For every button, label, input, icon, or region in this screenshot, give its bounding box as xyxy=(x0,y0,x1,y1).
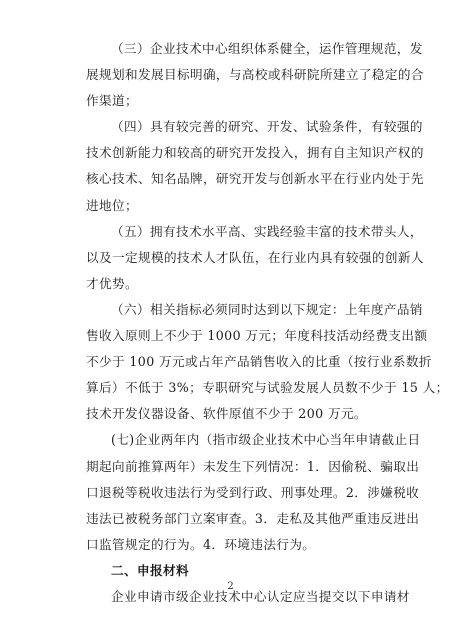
page-number: 2 xyxy=(227,581,234,592)
text-line: 技术开发仪器设备、软件原值不少于 200 万元。 xyxy=(86,406,367,422)
text-line: 违法已被税务部门立案审查。3．走私及其他严重违反进出 xyxy=(86,510,420,526)
paragraph-criterion-3 xyxy=(86,36,424,114)
text-line: 口监管规定的行为。4．环境违法行为。 xyxy=(86,536,316,552)
text-line: 口退税等税收违法行为受到行政、刑事处理。2．涉嫌税收 xyxy=(86,484,420,500)
text-line: 算后）不低于 3%；专职研究与试验发展人员数不少于 15 人； xyxy=(86,380,449,396)
section-heading: 二、申报材料 xyxy=(111,562,189,578)
text-line: 期起向前推算两年）未发生下列情况：1．因偷税、骗取出 xyxy=(86,458,420,474)
text-line: 才优势。 xyxy=(86,275,138,291)
text-line: 不少于 100 万元或占年产品销售收入的比重（按行业系数折 xyxy=(86,354,432,370)
text-line: （四）具有较完善的研究、开发、试验条件，有较强的 xyxy=(111,119,423,135)
paragraph-criterion-4 xyxy=(86,114,424,218)
paragraph-criterion-5 xyxy=(86,219,424,297)
paragraph-criterion-7 xyxy=(86,427,421,557)
text-line: （三）企业技术中心组织体系健全，运作管理规范，发 xyxy=(111,41,423,56)
text-line: 作渠道； xyxy=(86,93,138,109)
text-line: 核心技术、知名品牌，研究开发与创新水平在行业内处于先 xyxy=(86,171,424,187)
text-line: 进地位； xyxy=(86,197,138,213)
text-line: 售收入原则上不少于 1000 万元；年度科技活动经费支出额 xyxy=(86,328,428,344)
text-line: 以及一定规模的技术人才队伍，在行业内具有较强的创新人 xyxy=(86,249,424,265)
text-line: （五）拥有技术水平高、实践经验丰富的技术带头人， xyxy=(111,223,423,239)
text-line: （六）相关指标必须同时达到以下规定：上年度产品销 xyxy=(111,301,423,317)
text-line: (七)企业两年内（指市级企业技术中心当年申请截止日 xyxy=(111,432,421,448)
text-line: 技术创新能力和较高的研究开发投入，拥有自主知识产权的 xyxy=(86,145,424,161)
text-line: 企业申请市级企业技术中心认定应当提交以下申请材 xyxy=(111,588,410,604)
document-body xyxy=(86,36,449,610)
text-line: 展规划和发展目标明确，与高校或科研院所建立了稳定的合 xyxy=(86,67,424,83)
paragraph-criterion-6 xyxy=(86,297,449,427)
